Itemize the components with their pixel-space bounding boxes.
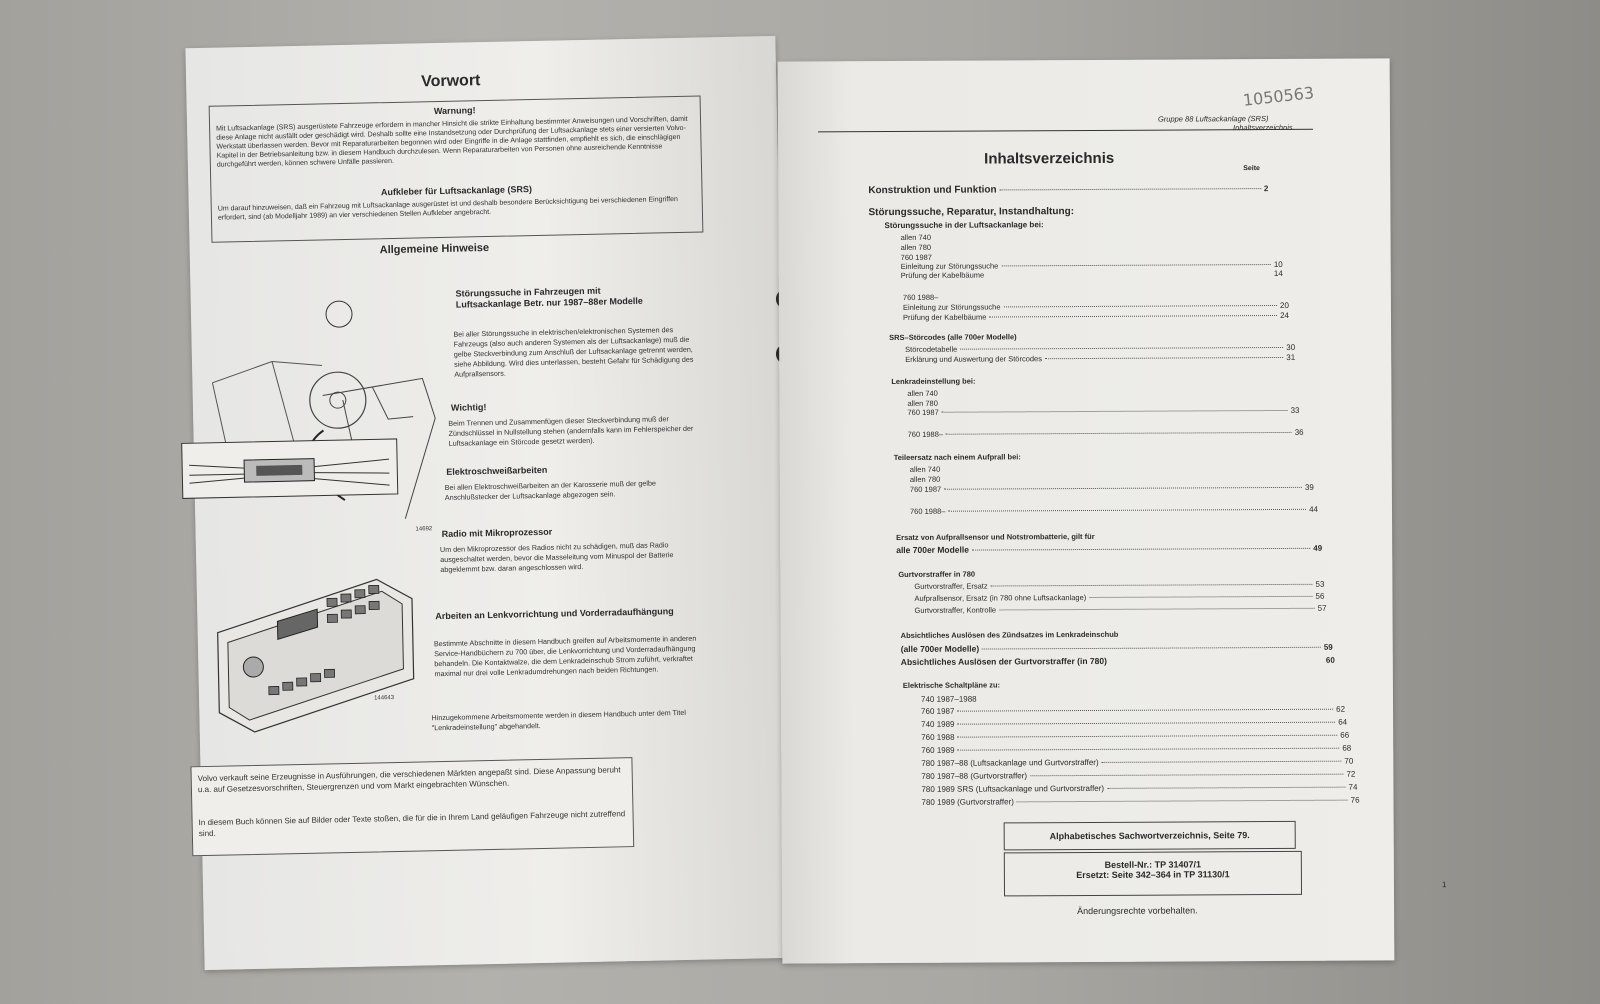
dashboard-connector-illustration bbox=[170, 278, 445, 539]
toc-model: allen 780 bbox=[900, 242, 932, 252]
warning-text: Mit Luftsackanlage (SRS) ausgerüstete Fahrzeuge erfordern in mancher Hinsicht die strikte Einhaltung bestimmter Anweisungen und Vorschriften, damit diese Anlage nicht ausfällt oder geschädigt wird. Deshalb sollte eine Instandsetzung oder Durchprüfung der Luftsackanlage stets einer versierten Volvo-Werkstatt überlassen werden. Bevor mit Reparaturarbeiten begonnen wird oder Eingriffe in die Anlage stattfinden, empfiehlt es sich, die einschlägigen Kapitel in der Betriebsanleitung bzw. in diesem Handbuch durchzulesen. Wenn Reparaturarbeiten von Personen ohne ausreichende Kenntnisse durchgeführt werden, können schwere Unfälle passieren. bbox=[216, 115, 688, 169]
toc-subheading: Störungssuche in der Luftsackanlage bei: bbox=[884, 220, 1044, 231]
order-number-box bbox=[1004, 851, 1302, 897]
toc-heading: Absichtliches Auslösen des Zündsatzes im Lenkradeinschub bbox=[900, 629, 1119, 640]
toc-entry: 760 1989 68 bbox=[921, 743, 1352, 755]
right-page bbox=[778, 58, 1447, 963]
toc-entry: Störcodetabelle 30 bbox=[905, 342, 1296, 354]
section-heading-wichtig: Wichtig! bbox=[450, 402, 487, 413]
page-title: Vorwort bbox=[420, 72, 481, 91]
toc-model: allen 780 bbox=[907, 398, 938, 408]
toc-entry: 760 1987 62 bbox=[921, 704, 1346, 716]
market-notice-text: Volvo verkauft seine Erzeugnisse in Ausführungen, die verschiedenen Märkten angepaßt sind. Diese Anpassung beruht u.a. auf Gesetzesvorschriften, Steuergrenzen und vom Markt eingebrachten Wünschen. bbox=[197, 765, 621, 795]
toc-entry: alle 700er Modelle 49 bbox=[896, 543, 1323, 555]
section-text-radio: Um den Mikroprozessor des Radios nicht zu schädigen, muß das Radio ausgeschaltet werden, bevor die Masseleitung vom Minuspol der Batterie abgeklemmt bzw. daran angeschlossen wird. bbox=[439, 540, 674, 575]
toc-entry: Konstruktion und Funktion 2 bbox=[868, 184, 1269, 197]
section-text-stoerungssuche: Bei aller Störungssuche in elektrischen/elektronischen Systemen des Fahrzeugs (also auch anderen Systemen als der Luftsackanlage) muß die gelbe Steckverbindung zum Anschluß der Luftsackanlage getrennt werden, siehe Abbildung. Wird dies unterlassen, besteht Gefahr für Schädigung des Aufprallsensors. bbox=[453, 325, 694, 379]
alphabetical-index-box: Alphabetisches Sachwortverzeichnis, Seite 79. bbox=[1004, 821, 1296, 851]
toc-entry: 760 1987 33 bbox=[907, 405, 1300, 417]
page-number: 1 bbox=[1441, 880, 1447, 890]
toc-entry: 780 1987–88 (Gurtvorstraffer) 72 bbox=[921, 769, 1356, 781]
toc-heading: Ersatz von Aufprallsensor und Notstrombatterie, gilt für bbox=[896, 531, 1095, 542]
replaces-note: Ersetzt: Seite 342–364 in TP 31130/1 bbox=[1076, 869, 1230, 881]
header-group: Gruppe 88 Luftsackanlage (SRS) bbox=[1157, 114, 1269, 124]
toc-entry: Gurtvorstraffer, Ersatz 53 bbox=[914, 579, 1325, 591]
warning-box bbox=[209, 96, 704, 243]
toc-heading: SRS–Störcodes (alle 700er Modelle) bbox=[889, 332, 1017, 343]
section-text-wichtig: Beim Trennen und Zusammenfügen dieser Steckverbindung muß der Zündschlüssel in Nullstellung stehen (andernfalls kann im Fehlerspeicher der Luftsackanlage ein Störcode gesetzt werden). bbox=[448, 414, 694, 448]
toc-entry: Prüfung der Kabelbäume 14 bbox=[900, 268, 1283, 280]
toc-entry: 760 1988– 44 bbox=[909, 504, 1319, 516]
toc-entry: 780 1987–88 (Luftsackanlage und Gurtvorstraffer) 70 bbox=[921, 756, 1354, 768]
toc-entry: Aufprallsensor, Ersatz (in 780 ohne Luftsackanlage) 56 bbox=[914, 591, 1325, 603]
toc-entry: Einleitung zur Störungssuche 20 bbox=[902, 300, 1289, 312]
section-heading-schweiss: Elektroschweißarbeiten bbox=[446, 464, 548, 477]
market-notice-box bbox=[190, 757, 634, 856]
toc-entry: Absichtliches Auslösen der Gurtvorstraffer (in 780) 60 bbox=[900, 655, 1335, 667]
left-page bbox=[185, 36, 794, 970]
sticker-heading: Aufkleber für Luftsackanlage (SRS) bbox=[380, 184, 533, 198]
toc-model: allen 740 bbox=[900, 232, 932, 242]
market-notice-text-2: In diesem Buch können Sie auf Bilder oder Texte stoßen, die für die in Ihrem Land geläufigen Fahrzeuge nicht zutreffend sind. bbox=[198, 809, 626, 839]
section-heading-lenkung: Arbeiten an Lenkvorrichtung und Vorderradaufhängung bbox=[435, 606, 674, 622]
order-number: Bestell-Nr.: TP 31407/1 bbox=[1104, 859, 1202, 870]
toc-model: allen 780 bbox=[909, 474, 941, 484]
toc-entry: 760 1988– 36 bbox=[907, 427, 1304, 439]
seite-label: Seite bbox=[1243, 165, 1260, 173]
section-heading-radio: Radio mit Mikroprozessor bbox=[441, 526, 553, 540]
figure1-code: 14692 bbox=[415, 526, 433, 533]
toc-heading: Störungssuche, Reparatur, Instandhaltung: bbox=[868, 206, 1075, 219]
toc-entry: 780 1989 SRS (Luftsackanlage und Gurtvorstraffer) 74 bbox=[921, 782, 1358, 794]
section-text-schweiss: Bei allen Elektroschweißarbeiten an der Karosserie muß der gelbe Anschlußstecker der Luftsackanlage abgezogen sein. bbox=[444, 478, 657, 502]
toc-heading: Gurtvorstraffer in 780 bbox=[898, 569, 976, 579]
toc-entry: 760 1987 39 bbox=[909, 482, 1314, 494]
toc-heading: Teileersatz nach einem Aufprall bei: bbox=[893, 452, 1021, 463]
toc-model: 740 1987–1988 bbox=[920, 694, 977, 704]
toc-model: 760 1988– bbox=[902, 292, 939, 302]
toc-model: allen 740 bbox=[909, 464, 941, 474]
toc-entry: Einleitung zur Störungssuche 10 bbox=[900, 259, 1283, 271]
toc-entry: 780 1989 (Gurtvorstraffer) 76 bbox=[921, 795, 1360, 807]
toc-model: allen 740 bbox=[907, 388, 938, 398]
toc-entry: 760 1988 66 bbox=[921, 730, 1350, 742]
toc-model: 760 1987 bbox=[900, 252, 932, 262]
section-text-hinzugekommen: Hinzugekommene Arbeitsmomente werden in diesem Handbuch unter dem Titel "Lenkradeinstellung" abgehandelt. bbox=[431, 707, 687, 733]
section-text-lenkung: Bestimmte Abschnitte in diesem Handbuch greifen auf Arbeitsmomente in anderen Service-Handbüchern zu 700 über, die Lenkvorrichtung und Vorderradaufhängung behandeln. Die Kontaktwalze, die dem Lenkradeinschub Strom zuführt, verkraftet maximal nur drei volle Lenkradumdrehungen nach beiden Richtungen. bbox=[433, 633, 697, 679]
rights-note: Änderungsrechte vorbehalten. bbox=[1077, 905, 1198, 917]
toc-entry: 740 1989 64 bbox=[921, 717, 1348, 729]
section-heading-stoerungssuche: Störungssuche in Fahrzeugen mit Luftsackanlage Betr. nur 1987–88er Modelle bbox=[455, 285, 643, 310]
handwritten-number: 1050563 bbox=[1242, 83, 1315, 110]
toc-entry: Prüfung der Kabelbäume 24 bbox=[902, 310, 1290, 322]
toc-heading: Lenkradeinstellung bei: bbox=[891, 376, 976, 387]
toc-entry: (alle 700er Modelle) 59 bbox=[900, 642, 1333, 654]
toc-heading: Elektrische Schaltpläne zu: bbox=[902, 680, 1001, 690]
radio-illustration bbox=[206, 568, 430, 743]
toc-entry: Gurtvorstraffer, Kontrolle 57 bbox=[914, 603, 1327, 615]
page-title: Inhaltsverzeichnis bbox=[984, 149, 1115, 168]
header-subtitle: Inhaltsverzeichnis bbox=[1232, 122, 1293, 133]
general-heading: Allgemeine Hinweise bbox=[379, 241, 490, 257]
figure2-code: 144643 bbox=[374, 695, 395, 702]
toc-entry: Erklärung und Auswertung der Störcodes 31 bbox=[905, 352, 1296, 364]
warning-heading: Warnung! bbox=[433, 105, 476, 117]
sticker-text: Um darauf hinzuweisen, daß ein Fahrzeug mit Luftsackanlage ausgerüstet ist und deshalb besondere Berücksichtigung bei verschiedenen Eingriffen erfordert, sind (ab Modelljahr 1989) an vier verschiedenen Stellen Aufkleber angebracht. bbox=[217, 195, 678, 222]
